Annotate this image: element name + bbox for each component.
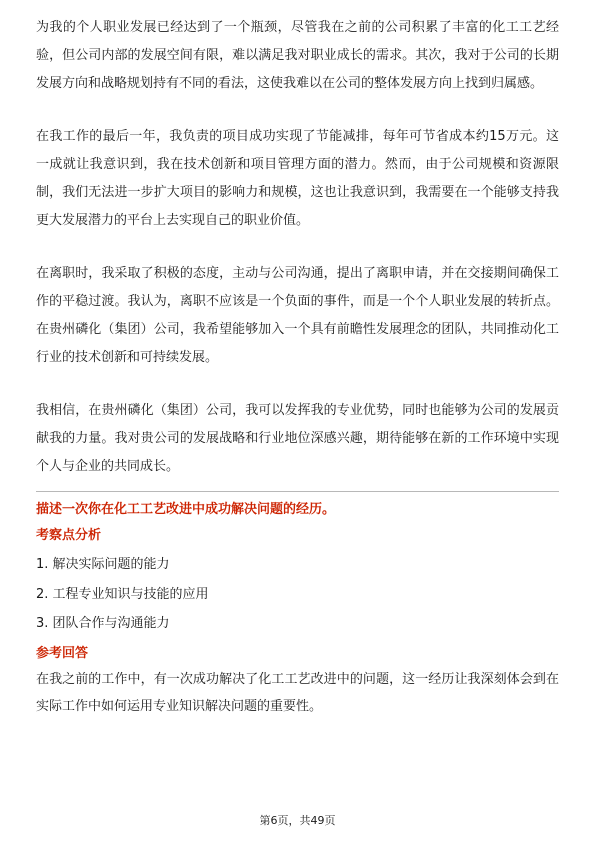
page-number-footer: 第6页，共49页	[259, 814, 336, 827]
answer-heading: 参考回答	[36, 645, 89, 661]
analysis-point-3: 3. 团队合作与沟通能力	[36, 616, 170, 632]
document-page	[36, 14, 559, 721]
body-paragraph-2: 在我工作的最后一年，我负责的项目成功实现了节能减排，每年可节省成本约15万元。这一成就让我意识到，我在技术创新和项目管理方面的潜力。然而，由于公司规模和资源限制，我们无法进一步扩大项目的影响力和规模，这也让我意识到，我需要在一个能够支持我更大发展潜力的平台上去实现自己的职业价值。	[36, 128, 559, 229]
analysis-point-1: 1. 解决实际问题的能力	[36, 557, 170, 573]
body-paragraph-4: 我相信，在贵州磷化（集团）公司，我可以发挥我的专业优势，同时也能够为公司的发展贡献我的力量。我对贵公司的发展战略和行业地位深感兴趣，期待能够在新的工作环境中实现个人与企业的共同成长。	[36, 402, 559, 475]
section-divider	[36, 491, 559, 492]
analysis-heading: 考察点分析	[36, 528, 102, 544]
analysis-point-2: 2. 工程专业知识与技能的应用	[36, 586, 209, 602]
body-paragraph-3: 在离职时，我采取了积极的态度，主动与公司沟通，提出了离职申请，并在交接期间确保工作的平稳过渡。我认为，离职不应该是一个负面的事件，而是一个个人职业发展的转折点。在贵州磷化（集团）公司，我希望能够加入一个具有前瞻性发展理念的团队，共同推动化工行业的技术创新和可持续发展。	[36, 265, 559, 366]
body-paragraph-1: 为我的个人职业发展已经达到了一个瓶颈，尽管我在之前的公司积累了丰富的化工工艺经验，但公司内部的发展空间有限，难以满足我对职业成长的需求。其次，我对于公司的长期发展方向和战略规划持有不同的看法，这使我难以在公司的整体发展方向上找到归属感。	[36, 20, 559, 92]
analysis-point-list	[36, 550, 559, 639]
interview-question: 描述一次你在化工工艺改进中成功解决问题的经历。	[36, 502, 336, 518]
answer-text: 在我之前的工作中，有一次成功解决了化工工艺改进中的问题，这一经历让我深刻体会到在实际工作中如何运用专业知识解决问题的重要性。	[36, 671, 559, 715]
